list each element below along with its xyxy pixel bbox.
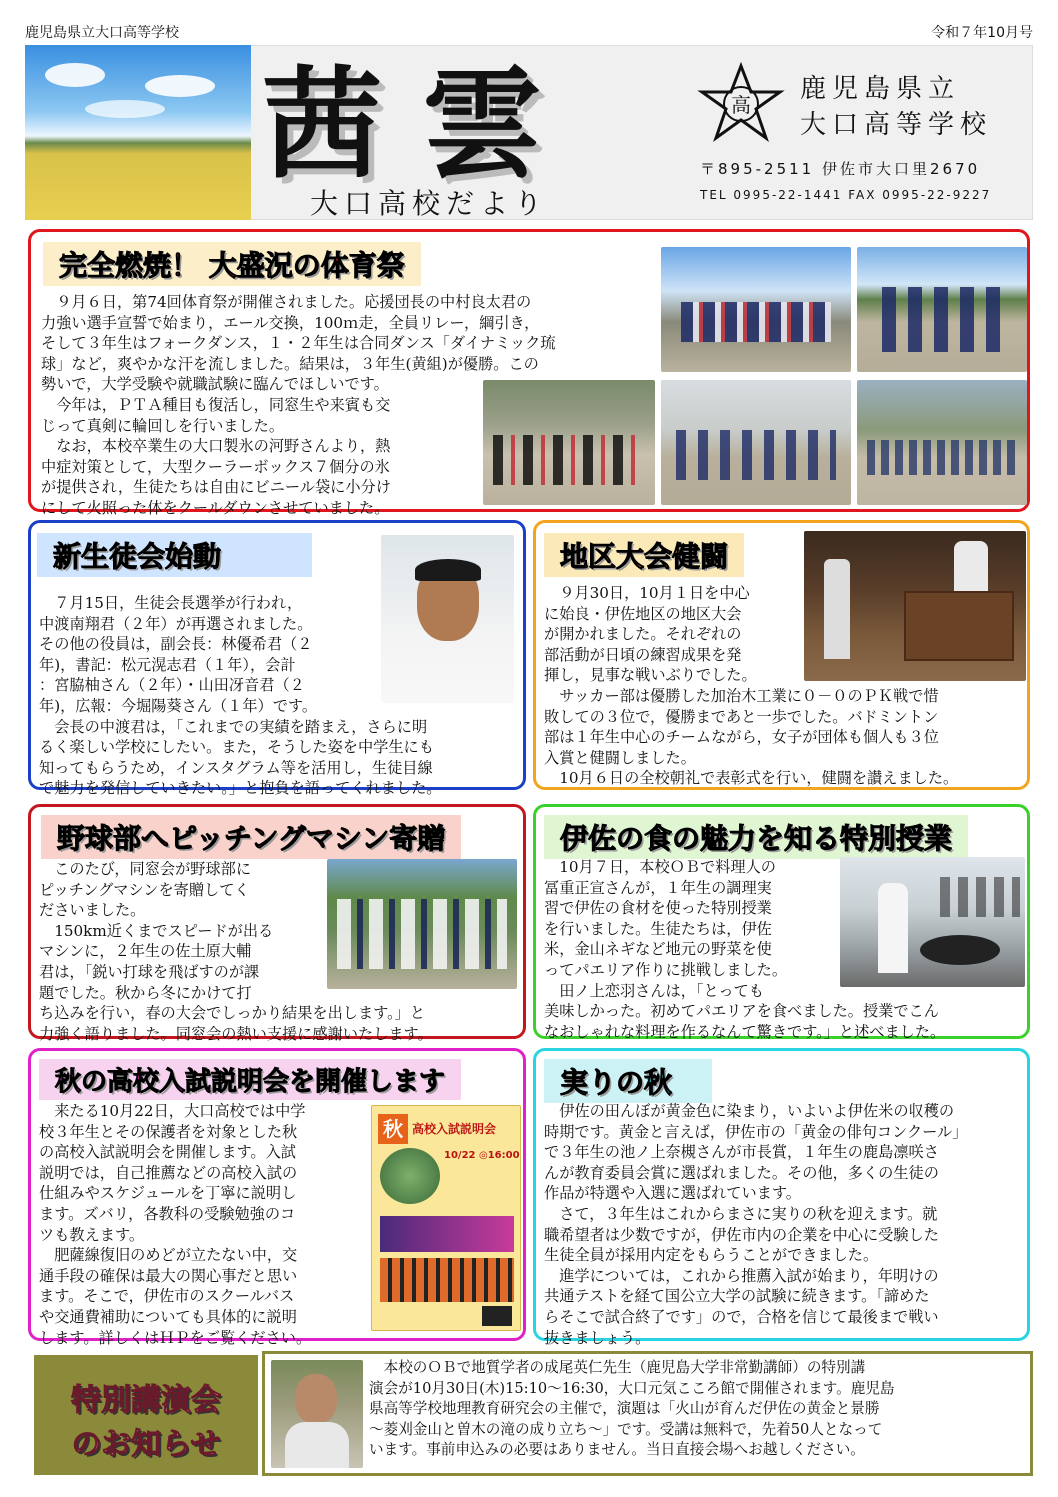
lecture-label-line2: のお知らせ bbox=[71, 1427, 221, 1462]
food-headline: 伊佐の食の魅力を知る特別授業 bbox=[544, 815, 968, 859]
harvest-headline: 実りの秋 bbox=[544, 1059, 712, 1103]
article-student-council bbox=[28, 520, 526, 798]
baseball-body: このたび，同窓会が野球部に ピッチングマシンを寄贈してく ださいました。 150km近くまでスピードが出る マシンに，２年生の佐土原大輔 君は，「鋭い打球を飛ばすのが課 題でした。秋から冬にかけて打 ち込みを行い，春の大会でしっかり結果を出します。」と 力強く語りました。同窓会の熱い支援に感謝いたします。 bbox=[39, 860, 433, 1043]
poster-aki-badge: 秋 bbox=[378, 1114, 408, 1144]
admission-headline: 秋の高校入試説明会を開催します bbox=[39, 1059, 461, 1100]
lecture-notice bbox=[262, 1351, 1033, 1476]
school-label: 鹿児島県立大口高等学校 bbox=[25, 25, 179, 41]
lecture-body: 本校のＯＢで地質学者の成尾英仁先生（鹿児島大学非常勤講師）の特別講 演会が10月30日(木)15:10～16:30，大口元気こころ館で開催されます。鹿児島 県高等学校地理教育研究会の主催で，演題は「火山が育んだ伊佐の黄金と景勝 ～菱刈金山と曽木の滝の成り立ち～」です。受講は無料で，先着50人となって います。事前申込みの必要はありません。当日直接会場へお越しください。 bbox=[369, 1359, 895, 1459]
sports-body: ９月６日，第74回体育祭が開催されました。応援団長の中村良太君の 力強い選手宣誓で始まり，エール交換，100ｍ走，全員リレー，綱引き， そして３年生はフォークダンス，１・２年生は合同ダンス「ダイナミック琉 球」など，爽やかな汗を流しました。結果は，３年生(黄組)が優勝。この 勢いで，大学受験や就職試験に臨んでほしいです。 今年は，ＰＴＡ種目も復活し，同窓生や来賓も交 じって真剣に輪回しを行いました。 なお，本校卒業生の大口製氷の河野さんより，熱 中症対策として，大型クーラーボックス７個分の氷 が提供され，生徒たちは自由にビニール袋に小分け にして火照った体をクールダウンさせていました。 bbox=[41, 293, 556, 517]
svg-text:高: 高 bbox=[731, 93, 751, 117]
school-address: 〒895-2511 伊佐市大口里2670 bbox=[700, 160, 981, 178]
school-crest-icon bbox=[696, 62, 786, 142]
newsletter-subtitle: 大口高校だより bbox=[310, 187, 549, 220]
admission-body: 来たる10月22日，大口高校では中学 校３年生とその保護者を対象とした秋 の高校入試説明会を開催します。入試 説明では，自己推薦などの高校入試の 仕組みやスケジュールを丁寧に説明し ます。ズバリ，各教科の受験勉強のコ ツも教えます。 肥薩線復旧のめどが立たない中，交 通手段の確保は最大の関心事だと思い ます。そこで，伊佐市のスクールバス や交通費補助についても具体的に説明 します。詳しくはＨＰをご覧ください。 bbox=[39, 1102, 312, 1347]
baseball-headline: 野球部へピッチングマシン寄贈 bbox=[41, 815, 461, 859]
article-baseball bbox=[28, 804, 526, 1043]
rice-field-photo bbox=[25, 45, 251, 220]
ice-cooling-photo bbox=[857, 380, 1027, 505]
district-body: ９月30日，10月１日を中心 に始良・伊佐地区の地区大会 が開かれました。それぞれの 部活動が日頃の練習成果を発 揮し，見事な戦いぶりでした。 サッカー部は優勝した加治木工業に０－０のＰＫ戦で惜 敗しての３位で，優勝まであと一歩でした。バドミントン 部は１年生中心のチームながら，女子が団体も個人も３位 入賞と健闘しました。 10月６日の全校朝礼で表彰式を行い，健闘を讃えました。 bbox=[544, 584, 959, 788]
dance-photo bbox=[483, 380, 655, 505]
newsletter-title: 茜雲 bbox=[262, 54, 582, 195]
article-admission-briefing bbox=[28, 1048, 526, 1347]
district-headline: 地区大会健闘 bbox=[544, 533, 744, 577]
article-food-class bbox=[533, 804, 1030, 1039]
harvest-body: 伊佐の田んぼが黄金色に染まり，いよいよ伊佐米の収穫の 時期です。黄金と言えば，伊佐市の「黄金の俳句コンクール」 で３年生の池ノ上奈槻さんが市長賞，１年生の鹿島凛咲さ んが教育委員会賞に選ばれました。その他，多くの生徒の 作品が特選や入選に選ばれています。 さて，３年生はこれからまさに実りの秋を迎えます。就 職希望者は少数ですが，伊佐市内の企業を中心に受験した 生徒全員が採用内定をもらうことができました。 進学については，これから推薦入試が始まり，年明けの 共通テストを経て国公立大学の試験に続きます。「諦めた らそこで試合終了です」ので，合格を信じて最後まで戦い 抜きましょう。 bbox=[544, 1102, 968, 1347]
students-walking-photo bbox=[857, 247, 1027, 372]
article-sports-festival bbox=[28, 229, 1030, 517]
issue-label: 令和７年10月号 bbox=[931, 25, 1033, 41]
school-tel-fax: TEL 0995-22-1441 FAX 0995-22-9227 bbox=[700, 188, 992, 202]
hoop-rolling-photo bbox=[661, 380, 851, 505]
lecture-label-panel bbox=[34, 1355, 258, 1475]
tug-of-war-photo bbox=[661, 247, 851, 372]
lecture-label-line1: 特別講演会 bbox=[71, 1383, 221, 1418]
student-council-headline: 新生徒会始動 bbox=[37, 533, 312, 577]
article-district-tournament bbox=[533, 520, 1030, 790]
article-harvest-autumn bbox=[533, 1048, 1030, 1347]
school-name-line1: 鹿児島県立 bbox=[800, 74, 961, 104]
poster-date: 10/22 ◎16:00 bbox=[444, 1150, 520, 1161]
food-body: 10月７日，本校ＯＢで料理人の 冨重正宣さんが，１年生の調理実 習で伊佐の食材を使った特別授業 を行いました。生徒たちは，伊佐 米，金山ネギなど地元の野菜を使 ってパエリア作りに挑戦しました。 田ノ上恋羽さんは，「とっても 美味しかった。初めてパエリアを食べました。授業でこん なおしゃれな料理を作るなんて驚きです。」と述べました。 bbox=[544, 858, 946, 1041]
sports-headline: 完全燃焼！ 大盛況の体育祭 bbox=[43, 242, 421, 286]
poster-title: 高校入試説明会 bbox=[412, 1122, 497, 1136]
admission-poster bbox=[371, 1105, 521, 1331]
lecturer-photo bbox=[271, 1360, 363, 1468]
student-council-body: ７月15日，生徒会長選挙が行われ， 中渡南翔君（２年）が再選されました。 その他の役員は，副会長：林優希君（２ 年)，書記：松元滉志君（１年），会計 ：宮脇柚さん（２年）・山田冴音君（２ 年)，広報：今堀陽葵さん（１年）です。 会長の中渡君は，「これまでの実績を踏まえ，さらに明 るく楽しい学校にしたい。また，そうした姿を中学生にも 知ってもらうため，インスタグラム等を活用し，生徒目線 で魅力を発信していきたい。」と抱負を語ってくれました。 bbox=[39, 594, 442, 798]
school-name-line2: 大口高等学校 bbox=[800, 110, 993, 140]
